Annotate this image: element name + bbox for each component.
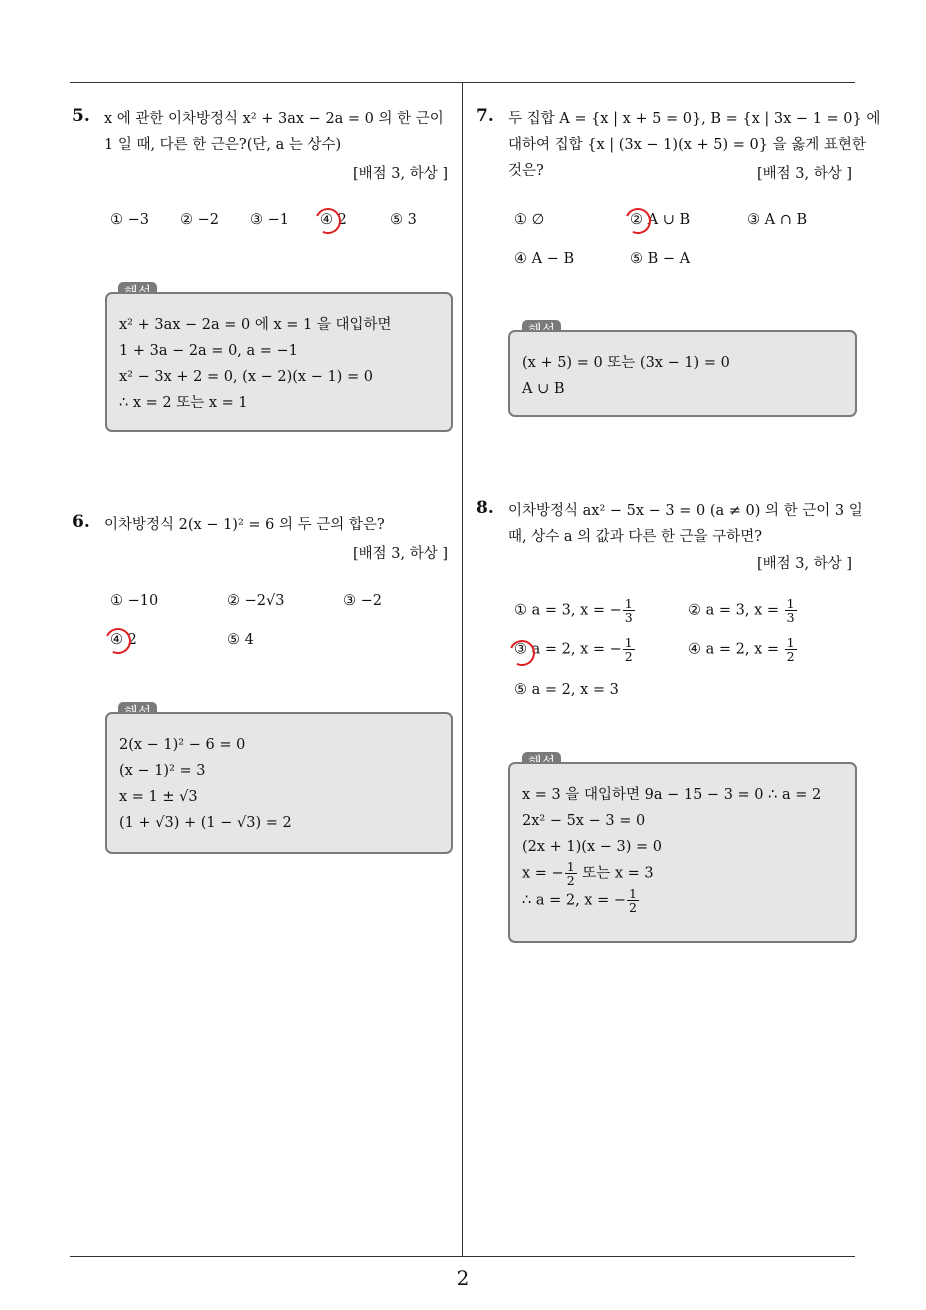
q5-number: 5. — [72, 106, 90, 126]
q5-answer-circle — [311, 204, 344, 237]
q7-solution-box — [508, 330, 857, 417]
q8-option-4-denominator: 2 — [786, 649, 795, 664]
q6-meta: [배점 3, 하상 ] — [352, 546, 448, 562]
q8-meta: [배점 3, 하상 ] — [756, 556, 852, 572]
q7-option-3[interactable]: ③ A ∩ B — [747, 212, 808, 228]
q8-option-5[interactable] — [514, 682, 619, 698]
q8-option-4-numerator: 1 — [786, 635, 795, 650]
q6-option-1[interactable]: ① −10 — [110, 593, 159, 609]
q5-solution-line1: x² + 3ax − 2a = 0 에 x = 1 을 대입하면 — [119, 317, 392, 333]
q6-option-5[interactable]: ⑤ 4 — [227, 632, 254, 648]
q8-solution-line4-numerator: 1 — [566, 859, 575, 874]
q6-line1: 이차방정식 2(x − 1)² = 6 의 두 근의 합은? — [104, 517, 385, 533]
bottom-rule — [70, 1256, 855, 1257]
q5-line2: 1 일 때, 다른 한 근은?(단, a 는 상수) — [104, 137, 342, 153]
q8-option-3-denominator: 2 — [624, 649, 633, 664]
q8-option-1-prefix: ① a = 3, x = − — [514, 602, 622, 619]
q6-solution-box — [105, 712, 453, 854]
q8-option-2[interactable] — [688, 597, 798, 624]
q8-line1: 이차방정식 ax² − 5x − 3 = 0 (a ≠ 0) 의 한 근이 3 일 — [508, 503, 863, 519]
q8-option-1-numerator: 1 — [624, 596, 633, 611]
q7-meta: [배점 3, 하상 ] — [756, 166, 852, 182]
q5-option-2[interactable]: ② −2 — [180, 212, 219, 228]
q8-option-4-prefix: ④ a = 2, x = — [688, 641, 784, 658]
q8-solution-line5-numerator: 1 — [629, 886, 637, 901]
q7-number: 7. — [476, 106, 494, 126]
q5-solution-line2: 1 + 3a − 2a = 0, a = −1 — [119, 343, 298, 359]
q7-solution-line2: A ∪ B — [522, 381, 565, 397]
q7-answer-circle — [621, 204, 654, 237]
q8-solution-line4 — [522, 860, 843, 887]
q8-solution-line5-denominator: 2 — [629, 900, 637, 915]
page-number: 2 — [456, 1266, 470, 1290]
q8-option-2-fraction — [785, 597, 797, 624]
q8-option-2-prefix: ② a = 3, x = — [688, 602, 784, 619]
q8-option-1[interactable] — [514, 597, 636, 624]
q5-option-1[interactable]: ① −3 — [110, 212, 149, 228]
q8-solution-line4-fraction — [565, 860, 577, 887]
q8-option-2-denominator: 3 — [786, 610, 795, 625]
q5-option-4[interactable]: ④ 2 — [320, 212, 347, 228]
q8-solution-line1: x = 3 을 대입하면 9a − 15 − 3 = 0 ∴ a = 2 — [522, 787, 822, 803]
q5-solution-line4: ∴ x = 2 또는 x = 1 — [119, 395, 248, 411]
q8-text — [508, 498, 863, 550]
q6-answer-circle — [101, 624, 134, 657]
q6-text — [104, 512, 454, 538]
q8-option-1-denominator: 3 — [624, 610, 633, 625]
q6-option-2[interactable]: ② −2√3 — [227, 593, 285, 609]
q7-option-2[interactable]: ② A ∪ B — [630, 212, 691, 228]
q7-line2: 대하여 집합 {x | (3x − 1)(x + 5) = 0} 을 옳게 표현한 — [508, 137, 866, 153]
q8-solution-line3: (2x + 1)(x − 3) = 0 — [522, 839, 662, 855]
q5-solution-box — [105, 292, 453, 432]
q7-option-4[interactable]: ④ A − B — [514, 251, 575, 267]
column-divider — [462, 83, 463, 1256]
q5-solution-line3: x² − 3x + 2 = 0, (x − 2)(x − 1) = 0 — [119, 369, 373, 385]
q8-solution-line5-prefix: ∴ a = 2, x = − — [522, 892, 626, 909]
q8-option-3-prefix: ③ a = 2, x = − — [514, 641, 622, 658]
q6-solution-line3: x = 1 ± √3 — [119, 789, 198, 805]
q8-solution-line5 — [522, 887, 843, 914]
q5-option-5[interactable]: ⑤ 3 — [390, 212, 417, 228]
q8-line2: 때, 상수 a 의 값과 다른 한 근을 구하면? — [508, 529, 762, 545]
q8-option-5-prefix: ⑤ a = 2, x = 3 — [514, 682, 619, 698]
q5-meta: [배점 3, 하상 ] — [352, 166, 448, 182]
q8-option-4[interactable] — [688, 636, 798, 663]
q8-solution-line4-suffix: 또는 x = 3 — [577, 865, 654, 882]
q8-solution-line4-denominator: 2 — [566, 873, 575, 888]
q8-number: 8. — [476, 498, 494, 518]
q7-line3: 것은? — [508, 163, 544, 179]
q8-solution-line2: 2x² − 5x − 3 = 0 — [522, 813, 646, 829]
q8-solution-line5-fraction — [627, 887, 639, 914]
q6-number: 6. — [72, 512, 90, 532]
q6-solution-line2: (x − 1)² = 3 — [119, 763, 206, 779]
q7-option-1[interactable]: ① ∅ — [514, 212, 545, 228]
q6-option-3[interactable]: ③ −2 — [343, 593, 382, 609]
q8-option-1-fraction — [623, 597, 635, 624]
q6-option-4[interactable]: ④ 2 — [110, 632, 137, 648]
q7-solution-line1: (x + 5) = 0 또는 (3x − 1) = 0 — [522, 355, 730, 371]
q6-solution-line1: 2(x − 1)² − 6 = 0 — [119, 737, 246, 753]
q8-option-3-numerator: 1 — [624, 635, 633, 650]
q8-option-3-fraction — [623, 636, 635, 663]
q8-option-2-numerator: 1 — [786, 596, 795, 611]
q7-option-5[interactable]: ⑤ B − A — [630, 251, 691, 267]
q7-line1: 두 집합 A = {x | x + 5 = 0}, B = {x | 3x − 1 = 0} 에 — [508, 111, 881, 127]
q5-option-3[interactable]: ③ −1 — [250, 212, 289, 228]
q6-solution-line4: (1 + √3) + (1 − √3) = 2 — [119, 815, 292, 831]
q5-text — [104, 106, 454, 158]
q8-solution-line4-prefix: x = − — [522, 865, 564, 882]
q8-solution-box — [508, 762, 857, 943]
q8-option-4-fraction — [785, 636, 797, 663]
q5-line1: x 에 관한 이차방정식 x² + 3ax − 2a = 0 의 한 근이 — [104, 111, 444, 127]
